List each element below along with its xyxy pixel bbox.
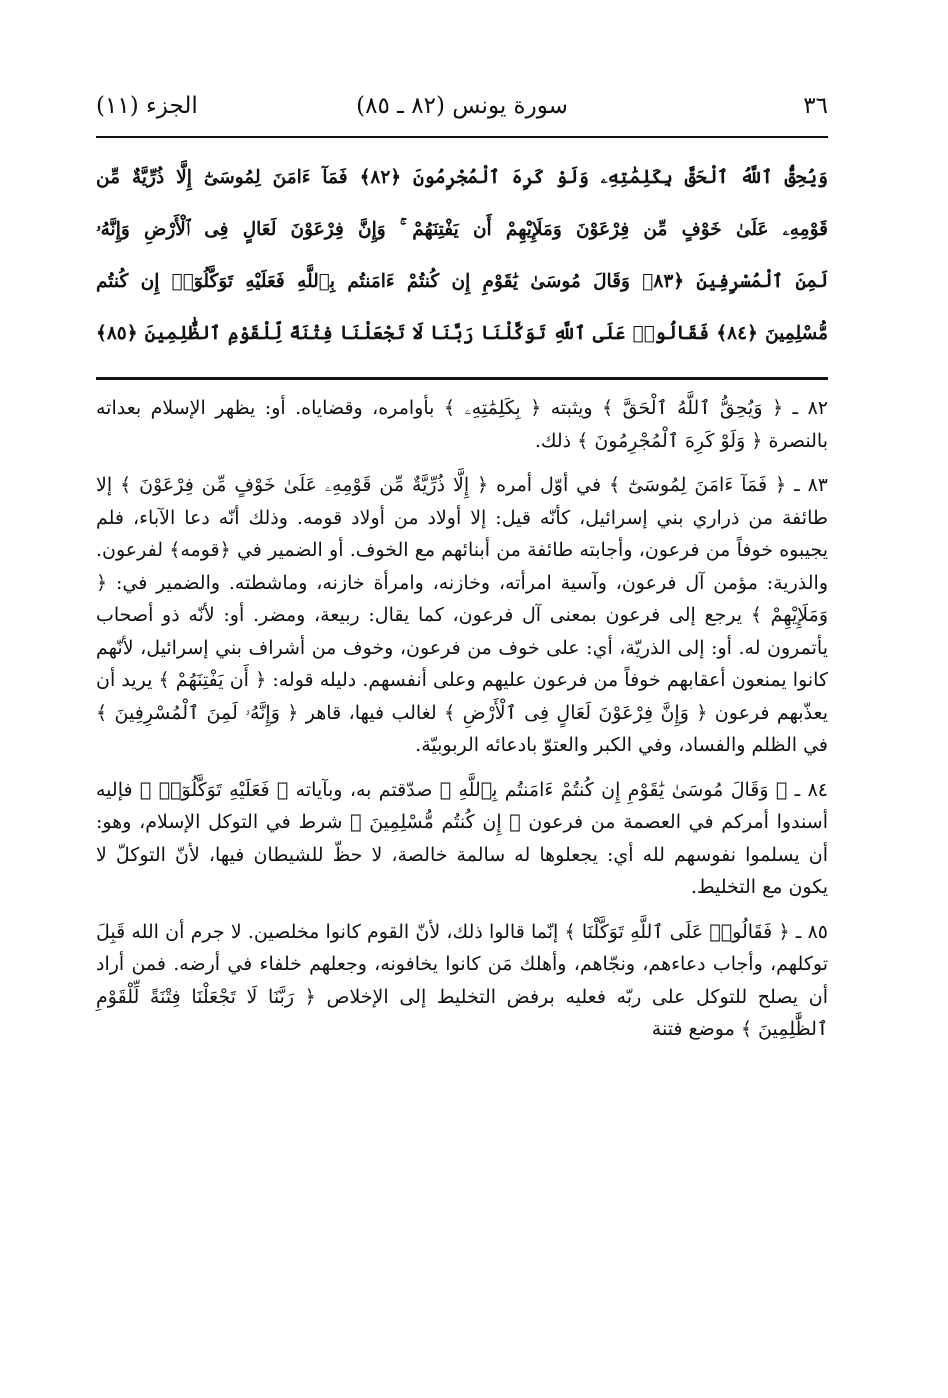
quran-line: قَوْمِهِۦ عَلَىٰ خَوْفٍ مِّن فِرْعَوْنَ وَمَلَإِيْهِمْ أَن يَفْتِنَهُمْ ۚ وَإِنَّ فِرْعَوْنَ لَعَالٍ فِى ٱلْأَرْضِ وَإِنَّهُۥ [96, 219, 828, 240]
commentary-paragraph-84: ٨٤ ـ ﴿ وَقَالَ مُوسَىٰ يَٰقَوْمِ إِن كُنتُمْ ءَامَنتُم بِٱللَّهِ ﴾ صدّقتم به، وبآياته ﴿ فَعَلَيْهِ تَوَكَّلُوٓا۟ ﴾ فإليه أسندوا أمركم في العصمة من فرعون ﴿ إِن كُنتُم مُّسْلِمِينَ ﴾ شرط في التوكل الإسلام، وهو: أن يسلموا نفوسهم لله أي: يجعلوها له سالمة خالصة، لا حظّ للشيطان فيها، لأنّ التوكلّ لا يكون مع التخليط. [96, 778, 828, 898]
quran-verses-block [96, 152, 828, 372]
quran-line: وَيُحِقُّ ٱللَّهُ ٱلْحَقَّ بِكَلِمَٰتِهِۦ وَلَوْ كَرِهَ ٱلْمُجْرِمُونَ ﴿٨٢﴾ فَمَآ ءَامَنَ لِمُوسَىٰٓ إِلَّا ذُرِّيَّةٌ مِّن [96, 167, 828, 188]
verses-divider [96, 377, 828, 380]
commentary-paragraph-83: ٨٣ ـ ﴿ فَمَآ ءَامَنَ لِمُوسَىٰٓ ﴾ في أوّل أمره ﴿ إِلَّا ذُرِّيَّةٌ مِّن قَوْمِهِۦ عَلَىٰ خَوْفٍ مِّن فِرْعَوْنَ ﴾ إلا طائفة من ذراري بني إسرائيل، كأنّه قيل: إلا أولاد من أولاد قومه. وذلك أنّه دعا الآباء، فلم يجيبوه خوفاً من فرعون، وأجابته طائفة من أبنائهم مع الخوف. أو الضمير في ﴿قومه﴾ لفرعون. والذرية: مؤمن آل فرعون، وآسية امرأته، وخازنه، وامرأة خازنه، وماشطته. والضمير في: ﴿ وَمَلَإِيْهِمْ ﴾ يرجع إلى فرعون بمعنى آل فرعون، كما يقال: ربيعة، ومضر. أو: لأنّه ذو أصحاب يأتمرون له. أو: إلى الذريّة، أي: على خوف من فرعون، وخوف من أشراف بني إسرائيل، لأنّهم كانوا يمنعون أعقابهم خوفاً من فرعون عليهم وعلى أنفسهم. دليله قوله: ﴿ أَن يَفْتِنَهُمْ ﴾ يريد أن يعذّبهم فرعون ﴿ وَإِنَّ فِرْعَوْنَ لَعَالٍ فِى ٱلْأَرْضِ ﴾ لغالب فيها، قاهر ﴿ وَإِنَّهُۥ لَمِنَ ٱلْمُسْرِفِينَ ﴾ في الظلم والفساد، وفي الكبر والعتوّ بادعائه الربوبيّة. [96, 474, 828, 756]
page-number: ٣٦ [803, 93, 828, 119]
quran-line: مُّسْلِمِينَ ﴿٨٤﴾ فَقَالُوا۟ عَلَى ٱللَّهِ تَوَكَّلْنَا رَبَّنَا لَا تَجْعَلْنَا فِتْنَةً لِّلْقَوْمِ ٱلظَّٰلِمِينَ ﴿٨٥﴾ [96, 323, 828, 344]
page-header [96, 86, 828, 126]
commentary-paragraph-82: ٨٢ ـ ﴿ وَيُحِقُّ ٱللَّهُ ٱلْحَقَّ ﴾ ويثبته ﴿ بِكَلِمَٰتِهِۦ ﴾ بأوامره، وقضاياه. أو: يظهر الإسلام بعداته بالنصرة ﴿ وَلَوْ كَرِهَ ٱلْمُجْرِمُونَ ﴾ ذلك. [96, 397, 828, 452]
quran-line: لَمِنَ ٱلْمُسْرِفِينَ ﴿٨٣﴾ وَقَالَ مُوسَىٰ يَٰقَوْمِ إِن كُنتُمْ ءَامَنتُم بِٱللَّهِ فَعَلَيْهِ تَوَكَّلُوٓا۟ إِن كُنتُم [96, 271, 828, 292]
surah-title: سورة يونس (٨٢ ـ ٨٥) [356, 93, 568, 119]
commentary-paragraph-85: ٨٥ ـ ﴿ فَقَالُوا۟ عَلَى ٱللَّهِ تَوَكَّلْنَا ﴾ إنّما قالوا ذلك، لأنّ القوم كانوا مخلصين. لا جرم أن الله قَبِلَ توكلهم، وأجاب دعاءهم، ونجّاهم، وأهلك مَن كانوا يخافونه، وجعلهم خلفاء في أرضه. فمن أراد أن يصلح للتوكل على ربّه فعليه برفض التخليط إلى الإخلاص ﴿ رَبَّنَا لَا تَجْعَلْنَا فِتْنَةً لِّلْقَوْمِ ٱلظَّٰلِمِينَ ﴾ موضع فتنة [96, 920, 828, 1040]
commentary-block [96, 392, 828, 1332]
header-divider [96, 136, 828, 138]
juz-label: الجزء (١١) [96, 93, 198, 119]
